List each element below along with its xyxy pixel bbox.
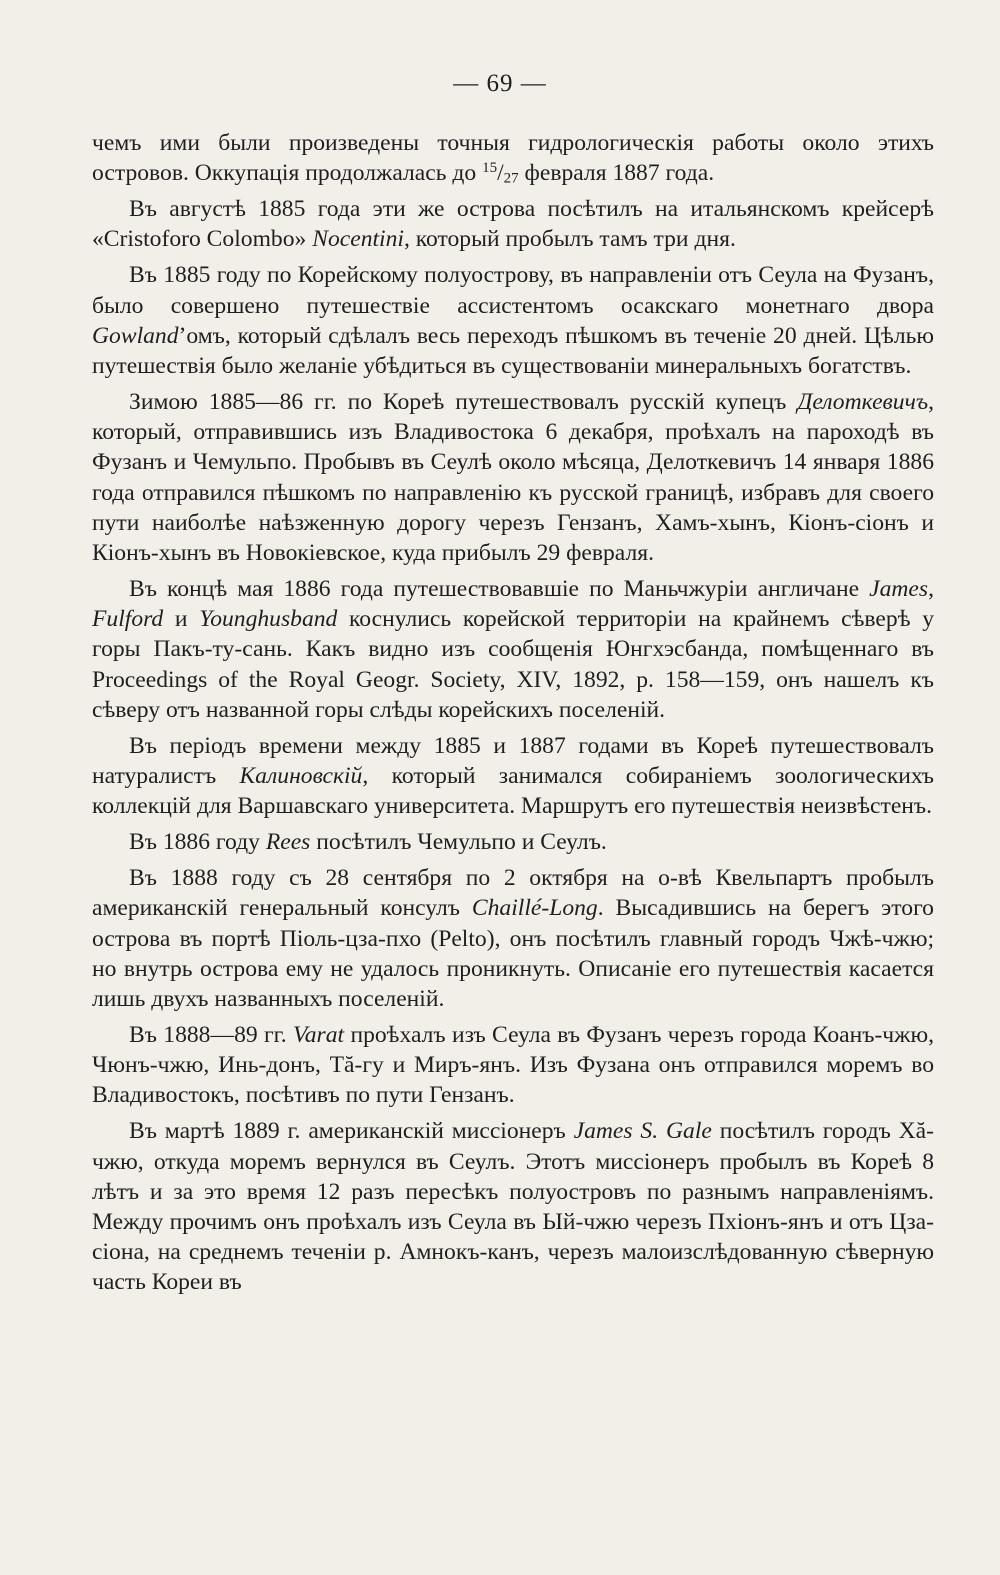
italic-name: Rees [265, 829, 311, 856]
paragraph [92, 260, 934, 381]
text-run: посѣтилъ Чемульпо и Сеулъ. [310, 829, 607, 856]
text-run: проѣхалъ изъ Сеула въ Фузанъ черезъ города Коанъ-чжю, Чюнъ-чжю, Инь-донъ, Тă-гу и Миръ-янъ. Изъ Фузана онъ отправился моремъ во Владивостокъ, посѣтивъ по пути Гензанъ. [92, 1022, 934, 1109]
text-run: 27 [503, 170, 519, 187]
text-run: Въ 1886 году [129, 829, 266, 856]
italic-name: James S. Gale [573, 1118, 712, 1145]
text-run: Въ періодъ времени между 1885 и 1887 годами въ Кореѣ путешествовалъ натуралистъ [92, 732, 934, 790]
text-run: посѣтилъ городъ Хă-чжю, откуда моремъ вернулся въ Сеулъ. Этотъ миссіонеръ пробылъ въ Кореѣ 8 лѣтъ и за это время 12 разъ пересѣкъ полуостровъ по разнымъ направленіямъ. Между прочимъ онъ проѣхалъ изъ Сеула въ Ый-чжю черезъ Пхіонъ-янъ и отъ Цза-сіона, на среднемъ теченіи р. Амнокъ-канъ, черезъ малоизслѣдованную сѣверную часть Кореи въ [92, 1118, 934, 1296]
paragraph [92, 863, 934, 1014]
page-number: — 69 — [453, 70, 547, 97]
italic-name: Делоткевичъ [797, 389, 929, 416]
text-run: ’омъ, который сдѣлалъ весь переходъ пѣшкомъ въ теченіе 20 дней. Цѣлью путешествія было желаніе убѣдиться въ существованіи минеральныхъ богатствъ. [92, 322, 934, 380]
text-run: Въ 1888 году съ 28 сентября по 2 октября на о-вѣ Квельпартъ пробылъ американскій генеральный консулъ [92, 865, 934, 922]
paragraph [92, 827, 934, 857]
text-run: Въ августѣ 1885 года эти же острова посѣтилъ на итальянскомъ крейсерѣ «Cristoforo Colombo» [92, 196, 934, 253]
paragraph [92, 731, 934, 822]
italic-name: Younghusband [199, 606, 338, 633]
text-run: Въ 1888—89 гг. [129, 1022, 293, 1049]
italic-name: Gowland [92, 322, 179, 349]
italic-name: Varat [292, 1022, 345, 1049]
text-run: / [497, 160, 504, 187]
text-run: коснулись корейской территоріи на крайнемъ сѣверѣ у горы Пакъ-ту-сань. Какъ видно изъ сообщенія Юнгхэсбанда, помѣщеннаго въ Proceedings of the Royal Geogr. Society, XIV, 1892, p. 158—159, онъ нашелъ къ сѣверу отъ названной горы слѣды корейскихъ поселеній. [92, 606, 934, 723]
text-run: , который занимался собираніемъ зоологическихъ коллекцій для Варшавскаго университета. Маршрутъ его путешествія неизвѣстенъ. [92, 763, 935, 820]
text-run: Въ мартѣ 1889 г. американскій миссіонеръ [129, 1118, 574, 1145]
text-run: 15 [482, 159, 498, 176]
text-run: , который пробылъ тамъ три дня. [403, 226, 736, 253]
text-run: чемъ ими были произведены точныя гидрологическія работы около этихъ островов. Оккупація продолжалась до [92, 130, 934, 187]
italic-name: Fulford [92, 606, 164, 633]
italic-name: James [869, 576, 929, 603]
text-run: и [163, 606, 200, 633]
paragraph [92, 1116, 934, 1297]
italic-name: Nocentini [312, 226, 404, 253]
text-run: февраля 1887 года. [518, 160, 715, 187]
paragraph [92, 1020, 934, 1111]
text-run: , [928, 576, 934, 603]
paragraph [92, 128, 934, 188]
text-run: Въ 1885 году по Корейскому полуострову, въ направленіи отъ Сеула на Фузанъ, было совершено путешествіе ассистентомъ осакскаго монетнаго двора [92, 262, 934, 319]
text-run: . Высадившись на берегъ этого острова въ портѣ Піоль-цза-пхо (Pelto), онъ посѣтилъ главный городъ Чжѣ-чжю; но внутрь острова ему не удалось проникнуть. Описаніе его путешествія касается лишь двухъ названныхъ поселеній. [92, 895, 934, 1013]
paragraph [92, 194, 934, 254]
text-run: Въ концѣ мая 1886 года путешествовавшіе по Маньчжуріи англичане [129, 576, 870, 603]
text-run: Зимою 1885—86 гг. по Кореѣ путешествовалъ русскій купецъ [129, 389, 798, 416]
paragraph [92, 387, 934, 568]
text-run: , который, отправившись изъ Владивостока 6 декабря, проѣхалъ на пароходѣ въ Фузанъ и Чемульпо. Пробывъ въ Сеулѣ около мѣсяца, Делоткевичъ 14 января 1886 года отправился пѣшкомъ по направленію къ русской границѣ, избравъ для своего пути наиболѣе наѣзженную дорогу черезъ Гензанъ, Хамъ-хынъ, Кіонъ-сіонъ и Кіонъ-хынъ въ Новокіевское, куда прибылъ 29 февраля. [92, 389, 934, 567]
body-text [92, 128, 934, 1303]
italic-name: Chaillé-Long [471, 895, 598, 922]
paragraph [92, 574, 934, 725]
italic-name: Калиновскій [239, 763, 363, 790]
